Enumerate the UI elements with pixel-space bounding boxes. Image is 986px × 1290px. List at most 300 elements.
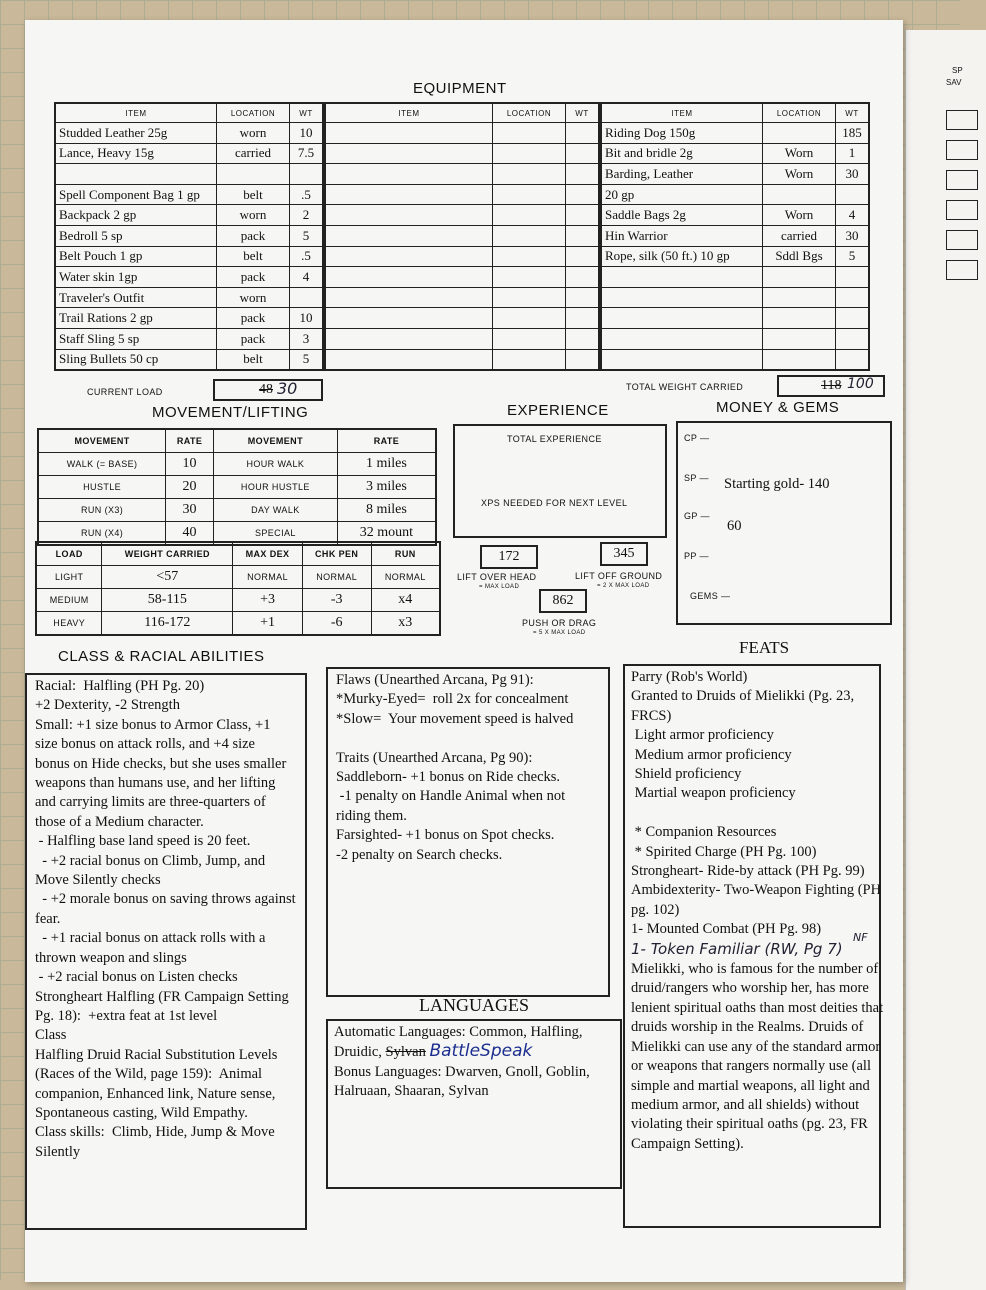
equipment-item-cell — [325, 184, 493, 205]
movement-type: RUN (X4) — [38, 522, 166, 546]
equipment-row — [601, 287, 869, 308]
equipment-wt-cell: .5 — [290, 184, 324, 205]
class-ability-line: Silently — [35, 1143, 81, 1160]
equipment-location-cell: carried — [217, 143, 290, 164]
feat-line — [631, 804, 879, 823]
equipment-item-cell: Bit and bridle 2g — [601, 143, 763, 164]
experience-box — [453, 424, 667, 538]
col-item: ITEM — [325, 103, 493, 123]
equipment-item-cell — [325, 328, 493, 349]
equipment-location-cell — [763, 123, 836, 144]
movement-row — [38, 453, 436, 476]
equipment-location-cell: pack — [217, 267, 290, 288]
feat-line: FRCS) — [631, 707, 672, 724]
load-header: LOAD — [36, 542, 102, 566]
equipment-location-cell — [493, 349, 566, 370]
load-weight: <57 — [102, 566, 233, 589]
equipment-row — [601, 164, 869, 185]
equipment-row — [325, 123, 599, 144]
col-item: ITEM — [601, 103, 763, 123]
side-box — [946, 110, 978, 130]
load-weight: 116-172 — [102, 612, 233, 636]
equipment-wt-cell — [566, 349, 600, 370]
equipment-wt-cell: 1 — [836, 143, 870, 164]
lift-off-ground-sub: = 2 X MAX LOAD — [597, 583, 650, 589]
feat-line: * Spirited Charge (PH Pg. 100) — [631, 843, 817, 860]
feat-line: Strongheart- Ride-by attack (PH Pg. 99) — [631, 863, 865, 880]
load-table — [35, 541, 441, 636]
equipment-row — [325, 143, 599, 164]
equipment-wt-cell: 10 — [290, 308, 324, 329]
load-chk-pen: -3 — [302, 589, 371, 612]
class-ability-line: +2 Dexterity, -2 Strength — [35, 697, 180, 714]
feat-line: * Companion Resources — [631, 824, 777, 841]
equipment-wt-cell: 4 — [290, 267, 324, 288]
equipment-row — [325, 184, 599, 205]
equipment-row — [55, 349, 323, 370]
equipment-item-cell: Sling Bullets 50 cp — [55, 349, 217, 370]
movement-type: SPECIAL — [213, 522, 337, 546]
equipment-item-cell — [325, 246, 493, 267]
load-row — [36, 589, 440, 612]
lift-off-ground-label: LIFT OFF GROUND — [575, 571, 663, 581]
equipment-wt-cell — [566, 287, 600, 308]
sp-label: SP — — [684, 473, 709, 483]
equipment-location-cell: worn — [217, 205, 290, 226]
weight-carried-header: WEIGHT CARRIED — [102, 542, 233, 566]
equipment-wt-cell: 2 — [290, 205, 324, 226]
feat-line: Ambidexterity- Two-Weapon Fighting (PH — [631, 882, 882, 899]
current-load-old: 48 — [259, 382, 273, 397]
equipment-item-cell: Staff Sling 5 sp — [55, 328, 217, 349]
class-ability-line: size bonus on attack rolls, and +4 size — [35, 736, 255, 753]
col-wt: WT — [566, 103, 600, 123]
equipment-row — [325, 308, 599, 329]
lift-off-ground-value: 345 — [600, 542, 648, 566]
feat-line: druid/rangers who worship her, has more — [631, 980, 869, 997]
equipment-row — [325, 225, 599, 246]
equipment-item-cell: Hin Warrior — [601, 225, 763, 246]
equipment-location-cell — [763, 267, 836, 288]
equipment-wt-cell — [836, 267, 870, 288]
load-chk-pen: -6 — [302, 612, 371, 636]
automatic-languages-line: Automatic Languages: Common, Halfling, — [334, 1024, 583, 1040]
equipment-row — [55, 143, 323, 164]
feat-line: 1- Mounted Combat (PH Pg. 98) — [631, 921, 822, 938]
equipment-item-cell: Bedroll 5 sp — [55, 225, 217, 246]
feat-line: lenient spiritual oaths than most deities that — [631, 999, 884, 1016]
movement-title: MOVEMENT/LIFTING — [152, 404, 309, 421]
load-chk-pen: NORMAL — [302, 566, 371, 589]
flaws-traits-box — [326, 667, 610, 997]
equipment-item-cell: Belt Pouch 1 gp — [55, 246, 217, 267]
equipment-row — [601, 246, 869, 267]
equipment-wt-cell — [566, 328, 600, 349]
class-ability-line: Pg. 18): +extra feat at 1st level — [35, 1007, 218, 1024]
equipment-item-cell — [325, 349, 493, 370]
equipment-location-cell: worn — [217, 287, 290, 308]
class-ability-line: companion, Enhanced link, Nature sense, — [35, 1085, 276, 1102]
equipment-location-cell — [493, 328, 566, 349]
total-weight-box — [777, 375, 885, 397]
load-max-dex: NORMAL — [233, 566, 303, 589]
equipment-wt-cell — [836, 308, 870, 329]
col-wt: WT — [836, 103, 870, 123]
money-title: MONEY & GEMS — [716, 399, 840, 416]
experience-title: EXPERIENCE — [507, 402, 609, 419]
equipment-row — [325, 328, 599, 349]
lift-over-head-sub: = MAX LOAD — [479, 584, 520, 590]
equipment-row — [601, 308, 869, 329]
movement-rate: 20 — [166, 476, 214, 499]
push-drag-sub: = 5 X MAX LOAD — [533, 630, 586, 636]
flaw-trait-line: -2 penalty on Search checks. — [336, 846, 503, 863]
nf-note: NF — [853, 930, 868, 944]
bonus-languages-line: Bonus Languages: Dwarven, Gnoll, Goblin, — [334, 1063, 590, 1080]
equipment-row — [55, 328, 323, 349]
feats-box — [623, 664, 884, 1228]
equipment-location-cell: Sddl Bgs — [763, 246, 836, 267]
feat-line: Mielikki can use any of the standard armor — [631, 1038, 881, 1055]
class-ability-line: Spontaneous casting, Wild Empathy. — [35, 1104, 248, 1121]
class-ability-line: fear. — [35, 910, 61, 927]
push-drag-value: 862 — [539, 589, 587, 613]
equipment-row — [325, 287, 599, 308]
col-location: LOCATION — [493, 103, 566, 123]
equipment-location-cell — [493, 287, 566, 308]
movement-type: WALK (= BASE) — [38, 453, 166, 476]
col-location: LOCATION — [217, 103, 290, 123]
load-max-dex: +1 — [233, 612, 303, 636]
load-run: NORMAL — [371, 566, 440, 589]
equipment-item-cell — [325, 267, 493, 288]
feat-line: Martial weapon proficiency — [631, 785, 796, 802]
feat-line: medium armor, and all shields) without — [631, 1096, 860, 1113]
class-ability-line: thrown weapon and slings — [35, 949, 187, 966]
movement-rate: 10 — [166, 453, 214, 476]
sp-value: Starting gold- 140 — [724, 476, 830, 492]
flaw-trait-line: Saddleborn- +1 bonus on Ride checks. — [336, 769, 561, 786]
equipment-row — [55, 225, 323, 246]
side-box — [946, 260, 978, 280]
equipment-location-cell: belt — [217, 349, 290, 370]
equipment-location-cell: worn — [217, 123, 290, 144]
equipment-location-cell: pack — [217, 328, 290, 349]
xp-next-level-label: XPS NEEDED FOR NEXT LEVEL — [481, 498, 628, 508]
side-sheet-sav-label: SAV — [946, 78, 962, 87]
equipment-location-cell — [493, 184, 566, 205]
equipment-item-cell — [325, 308, 493, 329]
equipment-table-middle — [324, 102, 600, 371]
equipment-table-right — [600, 102, 870, 371]
automatic-languages-line-2 — [334, 1042, 620, 1062]
equipment-item-cell: Rope, silk (50 ft.) 10 gp — [601, 246, 763, 267]
push-drag-label: PUSH OR DRAG — [522, 618, 597, 628]
equipment-wt-cell — [836, 184, 870, 205]
total-weight-label: TOTAL WEIGHT CARRIED — [626, 382, 744, 392]
equipment-item-cell — [325, 143, 493, 164]
equipment-wt-cell — [566, 123, 600, 144]
flaw-trait-line: Farsighted- +1 bonus on Spot checks. — [336, 827, 555, 844]
side-box — [946, 140, 978, 160]
equipment-row — [325, 349, 599, 370]
load-run: x4 — [371, 589, 440, 612]
equipment-item-cell: Saddle Bags 2g — [601, 205, 763, 226]
equipment-item-cell: Backpack 2 gp — [55, 205, 217, 226]
load-row — [36, 612, 440, 636]
cp-label: CP — — [684, 433, 710, 443]
feat-line: simple and martial weapons, all light and — [631, 1077, 870, 1094]
feat-line: Granted to Druids of Mielikki (Pg. 23, — [631, 688, 855, 705]
equipment-row — [325, 164, 599, 185]
equipment-row — [55, 205, 323, 226]
equipment-wt-cell: 5 — [836, 246, 870, 267]
equipment-wt-cell: 30 — [836, 164, 870, 185]
equipment-location-cell: belt — [217, 246, 290, 267]
equipment-item-cell: Traveler's Outfit — [55, 287, 217, 308]
equipment-location-cell — [763, 328, 836, 349]
class-ability-line: (Races of the Wild, page 159): Animal — [35, 1066, 263, 1083]
gp-value: 60 — [727, 518, 742, 534]
equipment-location-cell — [763, 184, 836, 205]
flaw-trait-line: *Slow= Your movement speed is halved — [336, 710, 574, 727]
load-name: MEDIUM — [36, 589, 102, 612]
load-run: x3 — [371, 612, 440, 636]
equipment-item-cell: Trail Rations 2 gp — [55, 308, 217, 329]
equipment-location-cell: Worn — [763, 205, 836, 226]
col-item: ITEM — [55, 103, 217, 123]
run-header: RUN — [371, 542, 440, 566]
equipment-item-cell — [601, 308, 763, 329]
equipment-wt-cell: 10 — [290, 123, 324, 144]
col-location: LOCATION — [763, 103, 836, 123]
class-ability-line: Class — [35, 1027, 67, 1044]
side-box — [946, 230, 978, 250]
equipment-wt-cell — [566, 164, 600, 185]
equipment-wt-cell — [836, 328, 870, 349]
equipment-location-cell — [493, 308, 566, 329]
equipment-location-cell: pack — [217, 308, 290, 329]
movement-row — [38, 499, 436, 522]
equipment-row — [601, 205, 869, 226]
equipment-location-cell — [493, 205, 566, 226]
equipment-wt-cell: 30 — [836, 225, 870, 246]
equipment-wt-cell — [566, 267, 600, 288]
gp-label: GP — — [684, 511, 710, 521]
equipment-title: EQUIPMENT — [413, 80, 507, 97]
class-ability-line: Halfling Druid Racial Substitution Levels — [35, 1046, 278, 1063]
equipment-wt-cell: 7.5 — [290, 143, 324, 164]
movement-type: DAY WALK — [213, 499, 337, 522]
equipment-location-cell — [493, 267, 566, 288]
movement-row — [38, 476, 436, 499]
flaw-trait-line: *Murky-Eyed= roll 2x for concealment — [336, 691, 569, 708]
equipment-item-cell: Spell Component Bag 1 gp — [55, 184, 217, 205]
equipment-row — [325, 267, 599, 288]
total-weight-new: 100 — [847, 376, 874, 392]
class-ability-line: Strongheart Halfling (FR Campaign Setting — [35, 988, 289, 1005]
class-ability-line: - +2 racial bonus on Climb, Jump, and — [35, 852, 266, 869]
equipment-location-cell — [493, 123, 566, 144]
class-ability-line: Small: +1 size bonus to Armor Class, +1 — [35, 716, 271, 733]
movement-rate: 8 miles — [337, 499, 436, 522]
feat-line: Light armor proficiency — [631, 727, 774, 744]
feat-line: Shield proficiency — [631, 766, 742, 783]
equipment-item-cell: Riding Dog 150g — [601, 123, 763, 144]
druidic-text: Druidic, — [334, 1044, 386, 1061]
equipment-location-cell — [493, 143, 566, 164]
equipment-location-cell: pack — [217, 225, 290, 246]
equipment-wt-cell — [290, 164, 324, 185]
equipment-wt-cell: 5 — [290, 225, 324, 246]
class-ability-line: Move Silently checks — [35, 872, 161, 889]
equipment-item-cell — [601, 328, 763, 349]
movement-rate: 3 miles — [337, 476, 436, 499]
movement-header: MOVEMENT — [38, 429, 166, 453]
class-abilities-title: CLASS & RACIAL ABILITIES — [58, 648, 265, 665]
total-weight-old: 118 — [821, 378, 842, 393]
feat-line: Mielikki, who is famous for the number of — [631, 961, 879, 978]
feats-title: FEATS — [739, 638, 790, 657]
class-ability-line: Racial: Halfling (PH Pg. 20) — [35, 678, 205, 694]
equipment-row — [601, 349, 869, 370]
movement-rate: 1 miles — [337, 453, 436, 476]
class-ability-line: and carrying limits are three-quarters of — [35, 794, 266, 811]
languages-title: LANGUAGES — [419, 995, 529, 1015]
languages-box — [326, 1019, 622, 1189]
feat-line: pg. 102) — [631, 901, 680, 918]
equipment-item-cell — [325, 225, 493, 246]
load-max-dex: +3 — [233, 589, 303, 612]
movement-rate: 32 mount — [337, 522, 436, 546]
equipment-row — [325, 205, 599, 226]
flaw-trait-line: Flaws (Unearthed Arcana, Pg 91): — [336, 672, 534, 688]
feat-line: Parry (Rob's World) — [631, 669, 748, 685]
equipment-item-cell: 20 gp — [601, 184, 763, 205]
handwritten-feat — [631, 930, 879, 960]
lift-over-head-value: 172 — [480, 545, 538, 569]
equipment-item-cell — [325, 123, 493, 144]
movement-type: HUSTLE — [38, 476, 166, 499]
equipment-item-cell — [601, 287, 763, 308]
equipment-row — [55, 287, 323, 308]
equipment-table-left — [54, 102, 324, 371]
current-load-new: 30 — [277, 379, 298, 398]
rate-header: RATE — [337, 429, 436, 453]
class-ability-line: - +2 racial bonus on Listen checks — [35, 969, 238, 986]
equipment-location-cell: Worn — [763, 164, 836, 185]
equipment-row — [55, 164, 323, 185]
current-load-label: CURRENT LOAD — [87, 387, 163, 397]
load-row — [36, 566, 440, 589]
equipment-item-cell — [325, 205, 493, 226]
equipment-wt-cell — [836, 287, 870, 308]
side-box — [946, 200, 978, 220]
equipment-item-cell: Water skin 1gp — [55, 267, 217, 288]
flaw-trait-line: riding them. — [336, 807, 407, 824]
side-sheet-sp-label: SP — [952, 66, 963, 75]
gems-label: GEMS — — [690, 591, 731, 601]
equipment-item-cell — [325, 287, 493, 308]
equipment-item-cell: Barding, Leather — [601, 164, 763, 185]
load-name: HEAVY — [36, 612, 102, 636]
equipment-item-cell: Studded Leather 25g — [55, 123, 217, 144]
feat-line: Medium armor proficiency — [631, 746, 792, 763]
equipment-wt-cell — [566, 184, 600, 205]
equipment-row — [601, 184, 869, 205]
lift-over-head-label: LIFT OVER HEAD — [457, 572, 537, 582]
load-weight: 58-115 — [102, 589, 233, 612]
flaw-trait-line: -1 penalty on Handle Animal when not — [336, 788, 566, 805]
struck-sylvan: Sylvan — [385, 1044, 426, 1061]
flaw-trait-line — [336, 729, 608, 748]
equipment-location-cell — [493, 246, 566, 267]
movement-type: RUN (X3) — [38, 499, 166, 522]
equipment-location-cell: Worn — [763, 143, 836, 164]
total-experience-label: TOTAL EXPERIENCE — [507, 434, 602, 444]
equipment-location-cell — [217, 164, 290, 185]
equipment-wt-cell — [566, 143, 600, 164]
equipment-wt-cell — [836, 349, 870, 370]
equipment-row — [601, 143, 869, 164]
equipment-wt-cell: 4 — [836, 205, 870, 226]
movement-header: MOVEMENT — [213, 429, 337, 453]
equipment-wt-cell — [566, 205, 600, 226]
class-ability-line: - +2 morale bonus on saving throws against — [35, 891, 296, 908]
equipment-wt-cell: 185 — [836, 123, 870, 144]
feat-line: Campaign Setting). — [631, 1135, 744, 1152]
equipment-row — [55, 267, 323, 288]
feat-line: druids worship in the Realms. Druids of — [631, 1019, 864, 1036]
bonus-languages-line-2: Halruaan, Shaaran, Sylvan — [334, 1083, 489, 1100]
character-sheet-page — [25, 20, 903, 1282]
equipment-wt-cell: 5 — [290, 349, 324, 370]
movement-type: HOUR WALK — [213, 453, 337, 476]
movement-table — [37, 428, 437, 546]
class-ability-line: bonus on Hide checks, but she uses smaller — [35, 755, 287, 772]
equipment-row — [601, 123, 869, 144]
equipment-wt-cell: 3 — [290, 328, 324, 349]
equipment-location-cell — [763, 349, 836, 370]
equipment-item-cell — [55, 164, 217, 185]
flaw-trait-line: Traits (Unearthed Arcana, Pg 90): — [336, 749, 533, 766]
equipment-location-cell — [763, 308, 836, 329]
equipment-item-cell — [601, 267, 763, 288]
money-box — [676, 421, 892, 625]
equipment-location-cell: belt — [217, 184, 290, 205]
equipment-row — [325, 246, 599, 267]
movement-rate: 40 — [166, 522, 214, 546]
load-name: LIGHT — [36, 566, 102, 589]
equipment-item-cell — [601, 349, 763, 370]
rate-header: RATE — [166, 429, 214, 453]
equipment-wt-cell — [566, 246, 600, 267]
adjacent-sheet — [905, 30, 986, 1290]
chk-pen-header: CHK PEN — [302, 542, 371, 566]
equipment-wt-cell — [566, 308, 600, 329]
equipment-row — [601, 267, 869, 288]
movement-rate: 30 — [166, 499, 214, 522]
equipment-row — [55, 246, 323, 267]
equipment-row — [55, 308, 323, 329]
equipment-row — [55, 184, 323, 205]
class-ability-line: - +1 racial bonus on attack rolls with a — [35, 930, 266, 947]
equipment-wt-cell — [566, 225, 600, 246]
equipment-item-cell: Lance, Heavy 15g — [55, 143, 217, 164]
equipment-row — [601, 328, 869, 349]
equipment-wt-cell — [290, 287, 324, 308]
class-ability-line: - Halfling base land speed is 20 feet. — [35, 833, 251, 850]
